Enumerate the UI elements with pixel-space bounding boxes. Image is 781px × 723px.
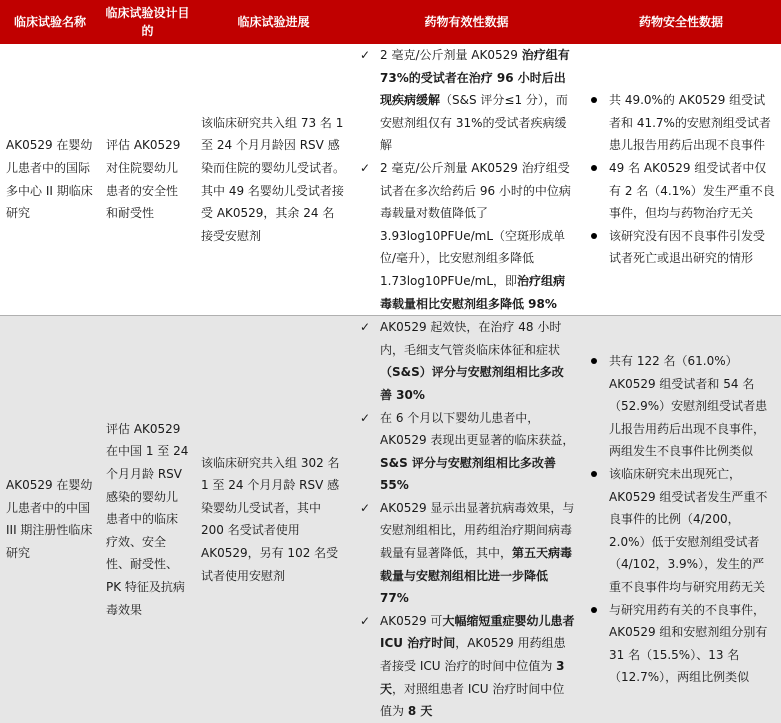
trial-purpose: 评估 AK0529 对住院婴幼儿患者的安全性和耐受性 [100, 44, 195, 316]
table-row [0, 316, 781, 723]
efficacy-item: ✓ 在 6 个月以下婴幼儿患者中，AK0529 表现出更显著的临床获益，S&S 评分与安慰剂组相比多改善 55% [358, 407, 575, 497]
table-row [0, 44, 781, 316]
efficacy-item: ✓ 2 毫克/公斤剂量 AK0529 治疗组受试者在多次给药后 96 小时的中位病毒载量对数值降低了 3.93log10PFUe/mL（空斑形成单位/毫升），比安慰剂组多降低 1.73log10PFUe/mL，即治疗组病毒载量相比安慰剂组多降低 98% [358, 157, 575, 315]
safety-list [587, 89, 775, 270]
header-trial-purpose: 临床试验设计目的 [100, 0, 195, 44]
safety-item: 该研究没有因不良事件引发受试者死亡或退出研究的情形 [587, 225, 775, 270]
efficacy-item: ✓ 2 毫克/公斤剂量 AK0529 治疗组有 73%的受试者在治疗 96 小时后出现疾病缓解（S&S 评分≤1 分），而安慰剂组仅有 31%的受试者疾病缓解 [358, 44, 575, 157]
safety-cell [581, 44, 781, 316]
header-efficacy: 药物有效性数据 [352, 0, 581, 44]
efficacy-item: ✓ AK0529 起效快，在治疗 48 小时内，毛细支气管炎临床体征和症状（S&S）评分与安慰剂组相比多改善 30% [358, 316, 575, 406]
trial-purpose: 评估 AK0529 在中国 1 至 24 个月月龄 RSV 感染的婴幼儿患者中的临床疗效、安全性、耐受性、PK 特征及抗病毒效果 [100, 316, 195, 723]
trial-name: AK0529 在婴幼儿患者中的中国 III 期注册性临床研究 [0, 316, 100, 723]
header-trial-progress: 临床试验进展 [195, 0, 352, 44]
trial-progress: 该临床研究共入组 302 名 1 至 24 个月月龄 RSV 感染婴幼儿受试者，其中 200 名受试者使用 AK0529，另有 102 名受试者使用安慰剂 [195, 316, 352, 723]
safety-item: 共 49.0%的 AK0529 组受试者和 41.7%的安慰剂组受试者患儿报告用药后出现不良事件 [587, 89, 775, 157]
efficacy-list [358, 316, 575, 723]
efficacy-cell [352, 316, 581, 723]
header-safety: 药物安全性数据 [581, 0, 781, 44]
efficacy-item: ✓ AK0529 显示出显著抗病毒效果，与安慰剂组相比，用药组治疗期间病毒载量有显著降低，其中，第五天病毒载量与安慰剂组相比进一步降低 77% [358, 497, 575, 610]
efficacy-cell [352, 44, 581, 316]
safety-item: 该临床研究未出现死亡，AK0529 组受试者发生严重不良事件的比例（4/200，2.0%）低于安慰剂组受试者（4/102，3.9%），发生的严重不良事件均与研究用药无关 [587, 463, 775, 599]
safety-list [587, 350, 775, 689]
safety-cell [581, 316, 781, 723]
trial-progress: 该临床研究共入组 73 名 1 至 24 个月月龄因 RSV 感染而住院的婴幼儿受试者。其中 49 名婴幼儿受试者接受 AK0529，其余 24 名接受安慰剂 [195, 44, 352, 316]
safety-item: 共有 122 名（61.0%）AK0529 组受试者和 54 名（52.9%）安慰剂组受试者患儿报告用药后出现不良事件，两组发生不良事件比例类似 [587, 350, 775, 463]
efficacy-item: ✓ AK0529 可大幅缩短重症婴幼儿患者 ICU 治疗时间，AK0529 用药组患者接受 ICU 治疗的时间中位值为 3 天，对照组患者 ICU 治疗时间中位值为 8 天 [358, 610, 575, 723]
header-trial-name: 临床试验名称 [0, 0, 100, 44]
safety-item: 与研究用药有关的不良事件，AK0529 组和安慰剂组分别有 31 名（15.5%）、13 名（12.7%），两组比例类似 [587, 599, 775, 689]
safety-item: 49 名 AK0529 组受试者中仅有 2 名（4.1%）发生严重不良事件，但均与药物治疗无关 [587, 157, 775, 225]
efficacy-list [358, 44, 575, 315]
trial-name: AK0529 在婴幼儿患者中的国际多中心 II 期临床研究 [0, 44, 100, 316]
header-row [0, 0, 781, 44]
